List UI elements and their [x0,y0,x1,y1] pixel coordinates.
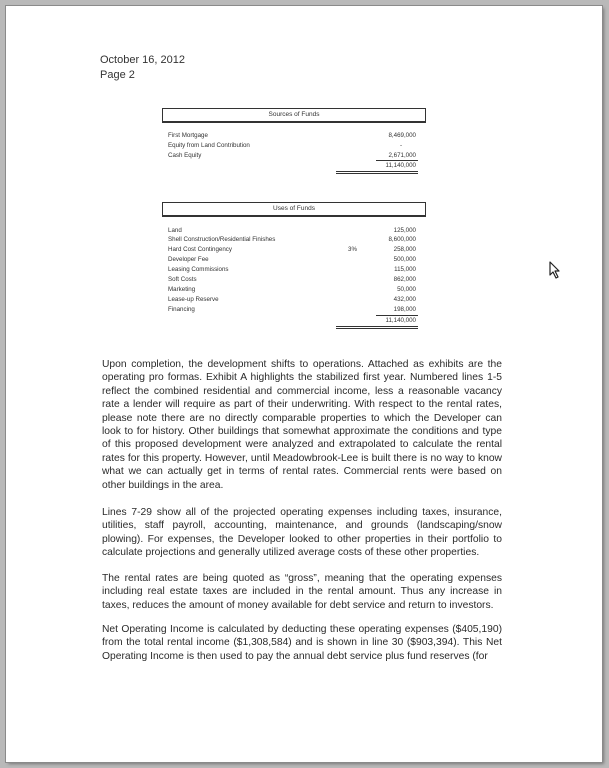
uses-row-amount: 8,600,000 [388,236,416,243]
sources-row-label: Equity from Land Contribution [168,142,250,149]
uses-row-amount: 198,000 [393,306,416,313]
paragraph-operations: Upon completion, the development shifts to operations. Attached as exhibits are the operating pro formas. Exhibit A highlights the stabilized first year. Numbered lines 1-5 reflect the combined residential and commercial income, less a reasonable vacancy rate a lender will require as part of their underwriting. With respect to the rental rates, please note there are no directly comparable properties to which the Developer can look to for history. Other buildings that somewhat approximate the conditions and type of this proposed development were analyzed and extrapolated to calculate the rental rates for this property. However, until Meadowbrook-Lee is built there is no way to know what we can actually get in terms of rental rates. Commercial rents were based on other buildings in the area. [102,359,502,491]
uses-row-amount: 115,000 [394,266,416,273]
sources-total: 11,140,000 [385,162,416,169]
paragraph-rental-rates: The rental rates are being quoted as “gross”, meaning that the operating expenses including real estate taxes are included in the rental amount. Thus any increase in taxes, reduces the amount of money available for debt service and return to investors. [102,573,502,611]
page-number: Page 2 [100,69,135,81]
uses-row-label: Financing [168,306,195,313]
paragraph-expenses: Lines 7-29 show all of the projected operating expenses including taxes, insurance, utilities, staff payroll, accounting, maintenance, and grounds (landscaping/snow plowing). For expenses, the Developer looked to other properties in their portfolio to calculate projections and generally utilized average costs of these other properties. [102,507,502,559]
uses-row-amount: 50,000 [397,286,416,293]
sources-row-label: First Mortgage [168,132,208,139]
uses-total-rule [336,326,418,329]
uses-row-amount: 258,000 [393,246,416,253]
uses-row-label: Marketing [168,286,196,293]
mouse-pointer-icon [548,261,562,279]
uses-row-amount: 500,000 [393,256,416,263]
uses-row-label: Soft Costs [168,276,197,283]
uses-subtotal-rule [376,315,418,316]
letter-date: October 16, 2012 [100,54,186,66]
uses-table-title: Uses of Funds [162,202,426,217]
sources-table-title: Sources of Funds [162,108,426,123]
document-page [6,6,602,762]
uses-row-label: Lease-up Reserve [168,296,219,303]
sources-row-amount: 8,469,000 [388,132,416,139]
letter-header [100,53,185,83]
uses-row-label: Land [168,227,182,234]
uses-row-amount: 125,000 [393,227,416,234]
sources-subtotal-rule [376,160,418,161]
sources-row-amount: - [399,142,402,149]
uses-row-percent: 3% [348,246,357,253]
uses-total: 11,140,000 [385,317,416,324]
uses-row-amount: 862,000 [393,276,416,283]
paragraph-net-operating-income: Net Operating Income is calculated by deducting these operating expenses ($405,190) from the total rental income ($1,308,584) and is shown in line 30 ($903,394). This Net Operating Income is then used to pay the annual debt service plus fund reserves (for [102,624,502,662]
sources-row-amount: 2,671,000 [388,152,416,159]
uses-row-label: Shell Construction/Residential Finishes [168,236,276,243]
sources-total-rule [336,171,418,174]
uses-row-label: Developer Fee [168,256,209,263]
sources-row-label: Cash Equity [168,152,202,159]
uses-row-label: Hard Cost Contingency [168,246,232,253]
uses-row-amount: 432,000 [393,296,416,303]
uses-row-label: Leasing Commissions [168,266,229,273]
